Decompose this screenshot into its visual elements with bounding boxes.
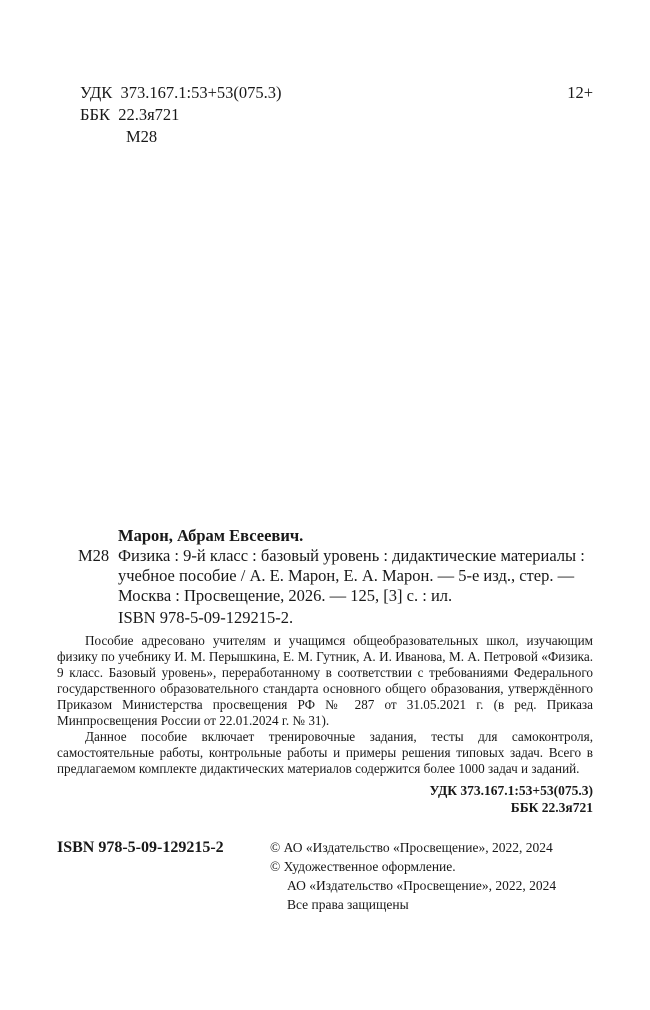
copyright-line-publisher-2: АО «Издательство «Просвещение», 2022, 2024 bbox=[287, 878, 557, 893]
copyright-line-artwork: © Художественное оформление. bbox=[270, 859, 456, 874]
copyright-line-publisher: © АО «Издательство «Просвещение», 2022, 2024 bbox=[270, 840, 553, 855]
copyright-block bbox=[57, 838, 593, 914]
copyright-line-rights: Все права защищены bbox=[287, 897, 409, 912]
isbn-catalog: ISBN 978-5-09-129215-2. bbox=[118, 608, 294, 627]
author-name: Марон, Абрам Евсеевич. bbox=[118, 526, 304, 545]
annotation-paragraph-2: Данное пособие включает тренировочные задания, тесты для самоконтроля, самостоятельные работы, контрольные работы и примеры решения типовых задач. Всего в предлагаемом комплекте дидактических материалов содержится более 1000 задач и заданий. bbox=[57, 729, 593, 776]
classification-repeat bbox=[57, 782, 593, 816]
annotation-block bbox=[57, 633, 593, 777]
bbk-top: ББК 22.3я721 bbox=[80, 105, 180, 124]
isbn-footer: ISBN 978-5-09-129215-2 bbox=[57, 839, 224, 856]
bibliographic-description: Физика : 9-й класс : базовый уровень : дидактические материалы : учебное пособие / А. Е. Марон, Е. А. Марон. — 5-е изд., стер. — Москва : Просвещение, 2026. — 125, [3] с. : ил. bbox=[118, 546, 585, 605]
catalog-entry bbox=[57, 546, 593, 606]
udk-top: УДК 373.167.1:53+53(075.3) bbox=[80, 83, 282, 102]
udk-repeat: УДК 373.167.1:53+53(075.3) bbox=[429, 783, 593, 798]
catalog-card bbox=[57, 526, 593, 628]
author-sign-top: М28 bbox=[126, 127, 158, 146]
author-sign: М28 bbox=[78, 546, 110, 565]
age-rating-badge: 12+ bbox=[567, 83, 593, 102]
bbk-repeat: ББК 22.3я721 bbox=[510, 800, 593, 815]
annotation-paragraph-1: Пособие адресовано учителям и учащимся общеобразовательных школ, изучающим физику по учебнику И. М. Перышкина, Е. М. Гутник, А. И. Иванова, М. А. Петровой «Физика. 9 класс. Базовый уровень», переработанному в соответствии с требованиями Федерального государственного образовательного стандарта основного общего образования, утверждённого Приказом Министерства просвещения РФ № 287 от 31.05.2021 г. (в ред. Приказа Минпросвещения России от 22.01.2024 г. № 31). bbox=[57, 633, 593, 728]
classification-block bbox=[80, 82, 593, 148]
copyright-lines bbox=[270, 838, 556, 914]
